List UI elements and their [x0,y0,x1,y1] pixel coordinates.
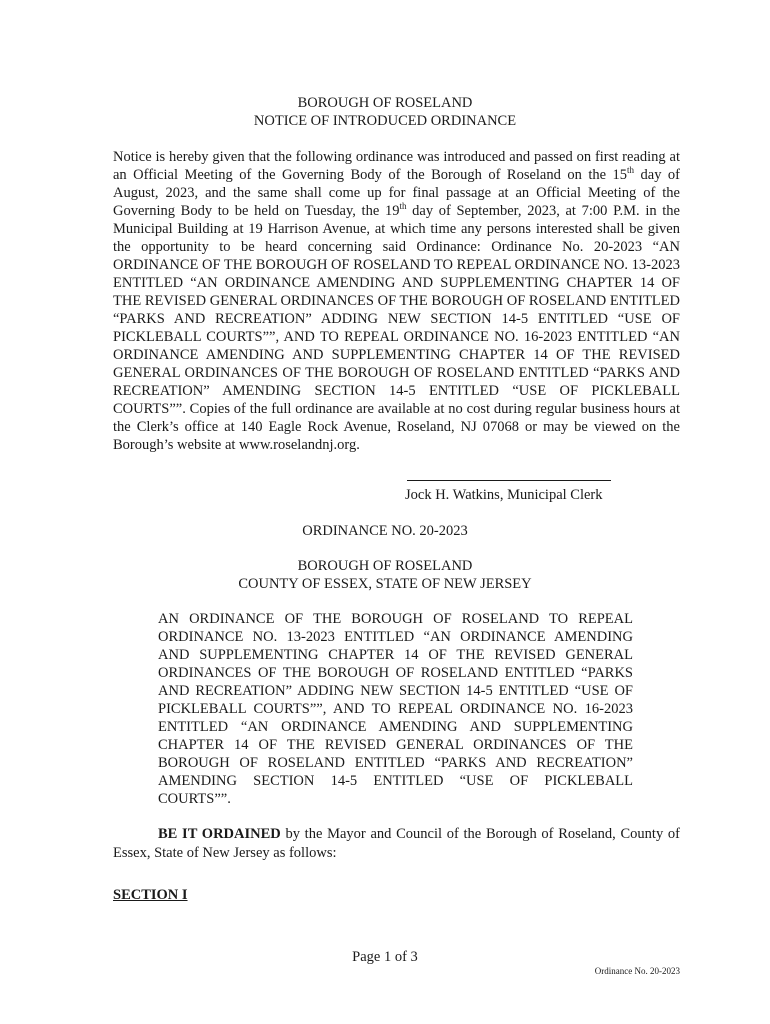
notice-paragraph [113,148,680,454]
clerk-signature-name: Jock H. Watkins, Municipal Clerk [405,487,603,503]
signature-line [407,480,611,481]
notice-sup2: th [399,201,407,212]
ordained-bold: BE IT ORDAINED [158,826,281,842]
footer-ordinance-reference: Ordinance No. 20-2023 [594,966,680,976]
ordained-text: by the Mayor and Council of the Borough of Roseland, County of Essex, State of New Jersey as follows: [113,826,680,861]
section-heading: SECTION I [113,887,188,903]
notice-text-part3: day of September, 2023, at 7:00 P.M. in the Municipal Building at 19 Harrison Avenue, at which time any persons interested shall be given the opportunity to be heard concerning said Ordinance: Ordinance No. 20-2023 “AN ORDINANCE OF THE BOROUGH OF ROSELAND TO REPEAL ORDINANCE NO. 13-2023 ENTITLED “AN ORDINANCE AMENDING AND SUPPLEMENTING CHAPTER 14 OF THE REVISED GENERAL ORDINANCES OF THE BOROUGH OF ROSELAND ENTITLED “PARKS AND RECREATION” ADDING NEW SECTION 14-5 ENTITLED “USE OF PICKLEBALL COURTS””, AND TO REPEAL ORDINANCE NO. 16-2023 ENTITLED “AN ORDINANCE AMENDING AND SUPPLEMENTING CHAPTER 14 OF THE REVISED GENERAL ORDINANCES OF THE BOROUGH OF ROSELAND ENTITLED “PARKS AND RECREATION” AMENDING SECTION 14-5 ENTITLED “USE OF PICKLEBALL COURTS””. Copies of the full ordinance are available at no cost during regular business hours at the Clerk’s office at 140 Eagle Rock Avenue, Roseland, NJ 07068 or may be viewed on the Borough’s website at www.roselandnj.org. [113,203,680,453]
ordinance-title-block: AN ORDINANCE OF THE BOROUGH OF ROSELAND TO REPEAL ORDINANCE NO. 13-2023 ENTITLED “AN ORDINANCE AMENDING AND SUPPLEMENTING CHAPTER 14 OF THE REVISED GENERAL ORDINANCES OF THE BOROUGH OF ROSELAND ENTITLED “PARKS AND RECREATION” ADDING NEW SECTION 14-5 ENTITLED “USE OF PICKLEBALL COURTS””, AND TO REPEAL ORDINANCE NO. 16-2023 ENTITLED “AN ORDINANCE AMENDING AND SUPPLEMENTING CHAPTER 14 OF THE REVISED GENERAL ORDINANCES OF THE BOROUGH OF ROSELAND ENTITLED “PARKS AND RECREATION” AMENDING SECTION 14-5 ENTITLED “USE OF PICKLEBALL COURTS””. [158,611,633,807]
header-notice-title: NOTICE OF INTRODUCED ORDINANCE [253,113,517,129]
notice-sup1: th [627,165,635,176]
ordinance-number: ORDINANCE NO. 20-2023 [302,523,468,539]
page-number: Page 1 of 3 [352,949,418,965]
notice-text-part1: Notice is hereby given that the following ordinance was introduced and passed on first reading at an Official Meeting of the Governing Body of the Borough of Roseland on the 15 [113,149,680,183]
ordained-paragraph [113,825,680,863]
notice-text-part2: day of August, 2023, and the same shall come up for final passage at an Official Meeting of the Governing Body to be held on Tuesday, the 19 [113,167,680,219]
ordinance-county: COUNTY OF ESSEX, STATE OF NEW JERSEY [238,576,532,592]
header-borough: BOROUGH OF ROSELAND [297,95,473,111]
ordinance-borough: BOROUGH OF ROSELAND [297,558,473,574]
